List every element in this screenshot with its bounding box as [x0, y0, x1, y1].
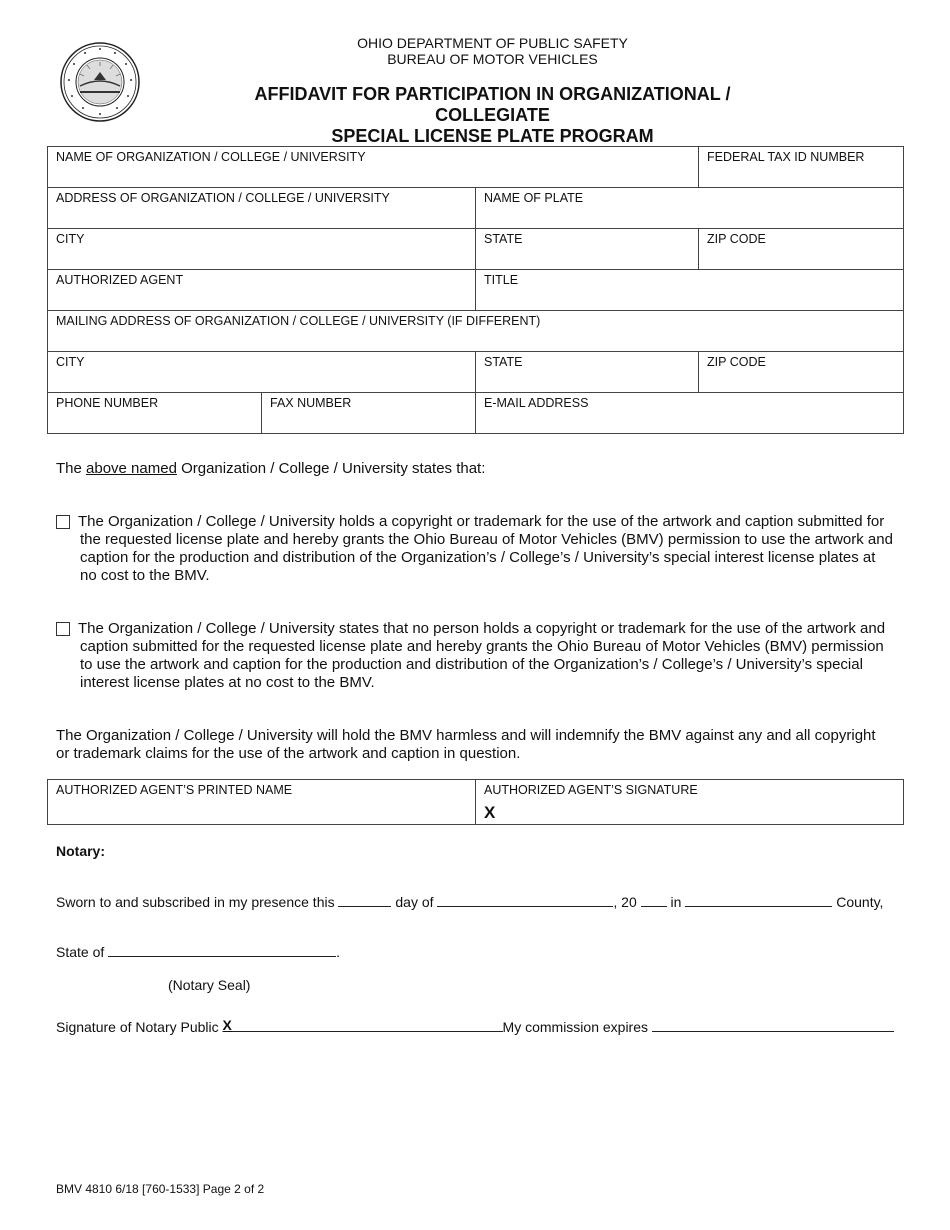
org-name-field[interactable]: NAME OF ORGANIZATION / COLLEGE / UNIVERSITY — [48, 147, 699, 188]
org-address-field[interactable]: ADDRESS OF ORGANIZATION / COLLEGE / UNIVERSITY — [48, 188, 476, 229]
state-of-period: . — [336, 944, 341, 960]
signature-x-mark: X — [484, 803, 496, 822]
tax-id-field[interactable]: FEDERAL TAX ID NUMBER — [699, 147, 904, 188]
bureau-name: BUREAU OF MOTOR VEHICLES — [387, 51, 598, 67]
option-1-text: The Organization / College / University holds a copyright or trademark for the use of the artwork and caption submitted for the requested license plate and hereby grants the Ohio Bureau of Motor Vehicles (BMV) permission to use the artwork and caption for the production and distribution of the Organization’s / College’s / University’s special interest license plates at no cost to the BMV. — [78, 513, 893, 584]
notary-heading: Notary: — [56, 843, 106, 859]
department-name: OHIO DEPARTMENT OF PUBLIC SAFETY — [357, 35, 628, 51]
agent-signature-table — [47, 779, 904, 825]
printed-name-label: AUTHORIZED AGENT’S PRINTED NAME — [56, 783, 293, 797]
sworn-line — [56, 894, 883, 910]
fax-field[interactable]: FAX NUMBER — [262, 393, 476, 434]
commission-blank[interactable] — [652, 1019, 894, 1032]
copyright-held-checkbox[interactable] — [56, 515, 70, 529]
no-copyright-checkbox[interactable] — [56, 622, 70, 636]
form-title — [200, 84, 785, 147]
mailing-zip-field[interactable]: ZIP CODE — [699, 352, 904, 393]
day-blank[interactable] — [338, 894, 391, 907]
mailing-address-field[interactable]: MAILING ADDRESS OF ORGANIZATION / COLLEGE / UNIVERSITY (IF DIFFERENT) — [48, 311, 904, 352]
statement-prefix: The — [56, 460, 87, 477]
state-of-text: State of — [56, 944, 105, 960]
title-field[interactable]: TITLE — [476, 270, 904, 311]
city-field[interactable]: CITY — [48, 229, 476, 270]
day-of-text: day of — [395, 894, 434, 910]
title-line-1: AFFIDAVIT FOR PARTICIPATION IN ORGANIZATIONAL / COLLEGIATE — [254, 84, 731, 125]
option-copyright-held — [56, 513, 896, 585]
notary-x-mark: X — [222, 1017, 232, 1033]
statement-suffix: Organization / College / University states that: — [176, 460, 486, 477]
statement-underlined: above named — [86, 460, 177, 477]
header-department — [200, 35, 785, 67]
agent-field[interactable]: AUTHORIZED AGENT — [48, 270, 476, 311]
phone-field[interactable]: PHONE NUMBER — [48, 393, 262, 434]
notary-signature-blank[interactable] — [223, 1017, 503, 1032]
signature-label: AUTHORIZED AGENT’S SIGNATURE — [484, 783, 698, 797]
indemnify-text: The Organization / College / University will hold the BMV harmless and will indemnify the BMV against any and all copyright or trademark claims for the use of the artwork and caption in question. — [56, 727, 876, 762]
in-text: in — [670, 894, 682, 910]
county-text: County, — [836, 894, 884, 910]
state-of-line — [56, 944, 340, 960]
mailing-city-field[interactable]: CITY — [48, 352, 476, 393]
form-footer: BMV 4810 6/18 [760-1533] Page 2 of 2 — [56, 1182, 265, 1196]
month-blank[interactable] — [437, 894, 613, 907]
sworn-text: Sworn to and subscribed in my presence this — [56, 894, 335, 910]
mailing-state-field[interactable]: STATE — [476, 352, 699, 393]
year-blank[interactable] — [641, 894, 667, 907]
notary-sig-label: Signature of Notary Public — [56, 1019, 219, 1035]
commission-label: My commission expires — [502, 1019, 649, 1035]
zip-field[interactable]: ZIP CODE — [699, 229, 904, 270]
statement-intro — [56, 460, 485, 478]
plate-name-field[interactable]: NAME OF PLATE — [476, 188, 904, 229]
option-no-copyright — [56, 620, 896, 692]
agent-signature-field[interactable] — [476, 780, 904, 825]
email-field[interactable]: E-MAIL ADDRESS — [476, 393, 904, 434]
organization-info-table — [47, 146, 904, 434]
state-field[interactable]: STATE — [476, 229, 699, 270]
notary-signature-line — [56, 1017, 894, 1035]
agent-printed-name-field[interactable] — [48, 780, 476, 825]
notary-seal-label: (Notary Seal) — [168, 977, 251, 993]
option-2-text: The Organization / College / University states that no person holds a copyright or trademark for the use of the artwork and caption submitted for the requested license plate and hereby grants the Ohio Bureau of Motor Vehicles (BMV) permission to use the artwork and caption for the production and distribution of the Organization’s / College’s / University’s special interest license plates at no cost to the BMV. — [78, 620, 886, 691]
ohio-bmv-seal — [60, 42, 140, 122]
year-prefix: , 20 — [613, 894, 637, 910]
state-blank[interactable] — [108, 944, 336, 957]
title-line-2: SPECIAL LICENSE PLATE PROGRAM — [331, 126, 654, 146]
county-blank[interactable] — [685, 894, 832, 907]
